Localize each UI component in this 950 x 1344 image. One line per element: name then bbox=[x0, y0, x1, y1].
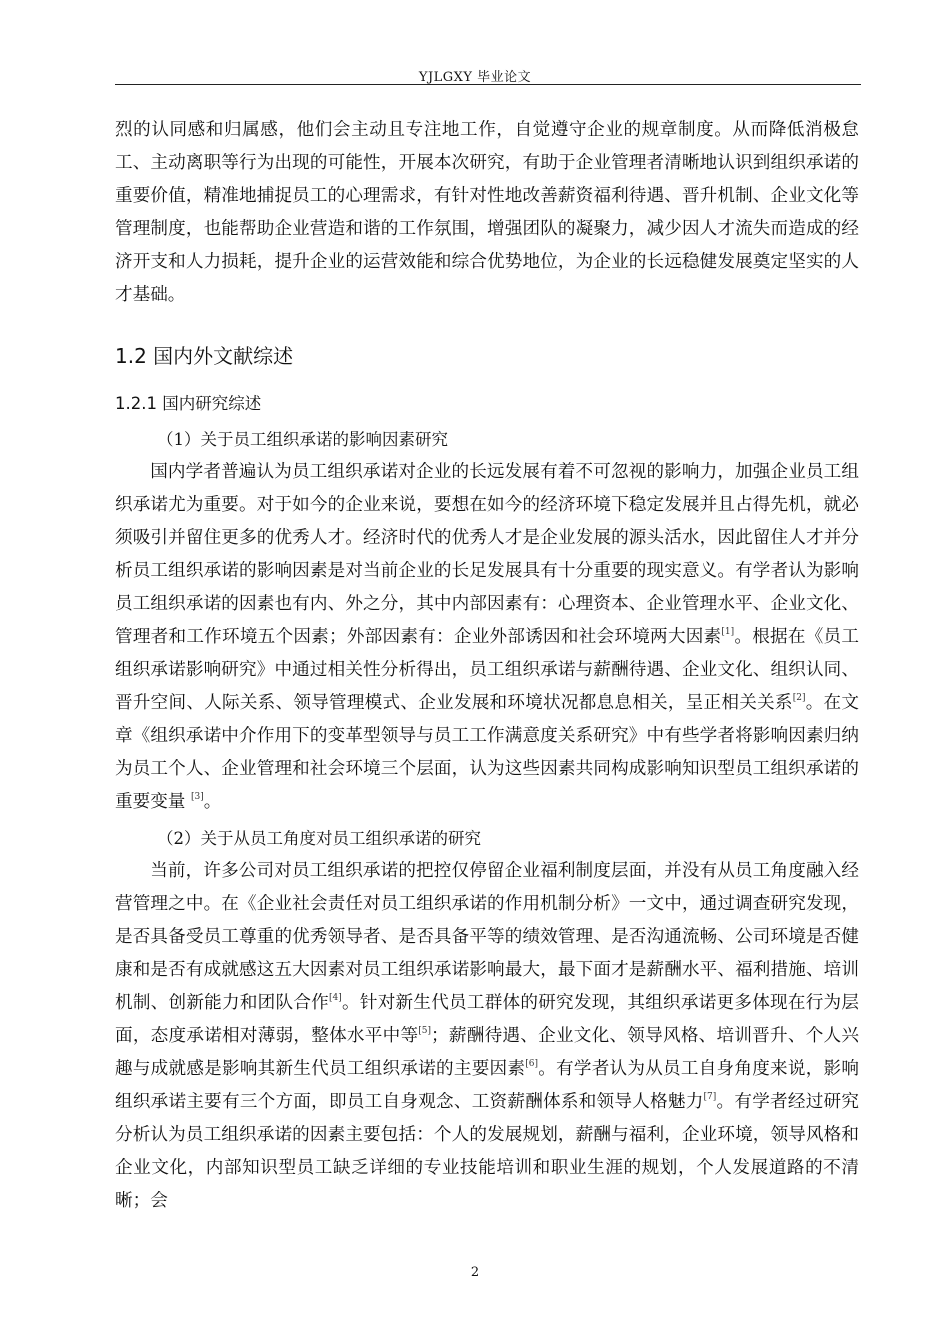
paragraph-employee-perspective bbox=[115, 855, 859, 1218]
text-run: 。有学者经过研究分析认为员工组织承诺的因素主要包括：个人的发展规划，薪酬与福利，企业环境，领导风格和企业文化，内部知识型员工缺乏详细的专业技能培训和职业生涯的规划，个人发展道路的不清晰；会 bbox=[115, 1092, 859, 1211]
continued-paragraph: 烈的认同感和归属感，他们会主动且专注地工作，自觉遵守企业的规章制度。从而降低消极怠工、主动离职等行为出现的可能性，开展本次研究，有助于企业管理者清晰地认识到组织承诺的重要价值，精准地捕捉员工的心理需求，有针对性地改善薪资福利待遇、晋升机制、企业文化等管理制度，也能帮助企业营造和谐的工作氛围，增强团队的凝聚力，减少因人才流失而造成的经济开支和人力损耗，提升企业的运营效能和综合优势地位，为企业的长远稳健发展奠定坚实的人才基础。 bbox=[115, 120, 859, 305]
citation-ref: [4] bbox=[329, 993, 342, 1003]
page-number: 2 bbox=[470, 1265, 480, 1280]
text-run: 。有学者认为从员工自身角度来说，影响组织承诺主要有三个方面，即员工自身观念、工资薪酬体系和领导人格魅力 bbox=[115, 1059, 859, 1112]
text-run: 。 bbox=[203, 792, 222, 812]
citation-ref: [2] bbox=[792, 693, 806, 703]
running-header: YJLGXY 毕业论文 bbox=[418, 70, 532, 85]
text-run: 当前，许多公司对员工组织承诺的把控仅停留企业福利制度层面，并没有从员工角度融入经营管理之中。在《企业社会责任对员工组织承诺的作用机制分析》一文中，通过调查研究发现，是否具备受员工尊重的优秀领导者、是否具备平等的绩效管理、是否沟通流畅、公司环境是否健康和是否有成就感这五大因素对员工组织承诺影响最大，最下面才是薪酬水平、福利措施、培训机制、创新能力和团队合作 bbox=[115, 861, 859, 1013]
text-run: ；薪酬待遇、企业文化、领导风格、培训晋升、个人兴趣与成就感是影响其新生代员工组织承诺的主要因素 bbox=[115, 1026, 859, 1079]
section-heading: 1.2 国内外文献综述 bbox=[115, 344, 294, 368]
topic-heading-1: （1）关于员工组织承诺的影响因素研究 bbox=[157, 430, 448, 449]
citation-ref: [3] bbox=[190, 792, 204, 802]
text-run: 。根据在《员工组织承诺影响研究》中通过相关性分析得出，员工组织承诺与薪酬待遇、企业文化、组织认同、晋升空间、人际关系、领导管理模式、企业发展和环境状况都息息相关，呈正相关关系 bbox=[115, 627, 859, 713]
citation-ref: [5] bbox=[418, 1026, 432, 1036]
body-text bbox=[115, 114, 859, 1218]
header-rule bbox=[115, 84, 861, 85]
text-run: 国内学者普遍认为员工组织承诺对企业的长远发展有着不可忽视的影响力，加强企业员工组织承诺尤为重要。对于如今的企业来说，要想在如今的经济环境下稳定发展并且占得先机，就必须吸引并留住更多的优秀人才。经济时代的优秀人才是企业发展的源头活水，因此留住人才并分析员工组织承诺的影响因素是对当前企业的长足发展具有十分重要的现实意义。有学者认为影响员工组织承诺的因素也有内、外之分，其中内部因素有：心理资本、企业管理水平、企业文化、管理者和工作环境五个因素；外部因素有：企业外部诱因和社会环境两大因素 bbox=[115, 462, 859, 647]
topic-heading-2: （2）关于从员工角度对员工组织承诺的研究 bbox=[157, 829, 481, 848]
subsection-heading: 1.2.1 国内研究综述 bbox=[115, 394, 262, 413]
citation-ref: [1] bbox=[721, 627, 735, 637]
paragraph-influence-factors bbox=[115, 456, 859, 819]
citation-ref: [7] bbox=[703, 1092, 717, 1102]
citation-ref: [6] bbox=[525, 1059, 538, 1069]
text-run: 。在文章《组织承诺中介作用下的变革型领导与员工工作满意度关系研究》中有些学者将影响因素归纳为员工个人、企业管理和社会环境三个层面，认为这些因素共同构成影响知识型员工组织承诺的重要变量 bbox=[115, 693, 859, 812]
text-run: 。针对新生代员工群体的研究发现，其组织承诺更多体现在行为层面，态度承诺相对薄弱，整体水平中等 bbox=[115, 993, 859, 1046]
